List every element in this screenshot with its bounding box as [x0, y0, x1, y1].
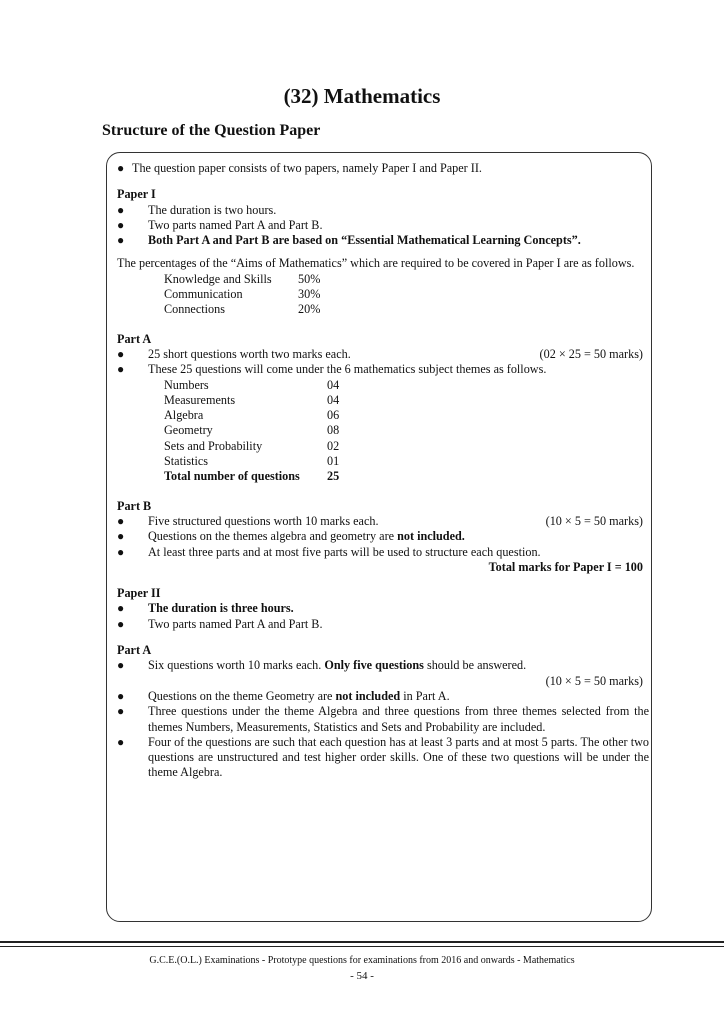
theme-label: Statistics — [164, 454, 209, 469]
list-item — [117, 735, 649, 781]
part-a-heading: Part A — [117, 331, 152, 346]
table-row — [164, 302, 320, 317]
section-title: Structure of the Question Paper — [102, 122, 321, 139]
aims-text: The percentages of the “Aims of Mathematics” which are required to be covered in Paper I are as follows. — [117, 256, 635, 271]
aim-label: Communication — [164, 287, 243, 302]
bullet-icon: ● — [117, 217, 125, 232]
table-row — [164, 439, 339, 454]
bullet-icon: ● — [117, 233, 125, 248]
bullet-icon: ● — [117, 202, 125, 217]
list-item-text: Four of the questions are such that each question has at least 3 parts and at most 5 parts. The other two questions are unstructured and test higher order skills. One of these two questions will be under the theme Algebra. — [148, 734, 649, 780]
list-item — [117, 347, 649, 362]
total-value: 25 — [327, 469, 340, 484]
list-item-text: These 25 questions will come under the 6 mathematics subject themes as follows. — [148, 362, 547, 377]
list-item — [117, 658, 649, 673]
theme-value: 06 — [327, 408, 340, 423]
total-label: Total number of questions — [164, 469, 300, 484]
list-item-text: Questions on the theme Geometry are — [148, 688, 336, 703]
theme-label: Sets and Probability — [164, 438, 263, 453]
list-item-text: Questions on the themes algebra and geometry are — [148, 529, 398, 544]
marks-text: (10 × 5 = 50 marks) — [545, 673, 643, 688]
list-item — [117, 233, 649, 248]
aim-label: Knowledge and Skills — [164, 271, 272, 286]
footer-text: G.C.E.(O.L.) Examinations - Prototype questions for examinations from 2016 and onwards - Mathematics — [149, 955, 575, 966]
marks-text: (02 × 25 = 50 marks) — [539, 346, 643, 361]
list-item — [117, 514, 649, 529]
paper1-total-marks: Total marks for Paper I = 100 — [488, 559, 643, 574]
page-number: - 54 - — [350, 970, 374, 982]
list-item-text: Three questions under the theme Algebra and three questions from three themes selected from the themes Numbers, Measurements, Statistics and Sets and Probability are included. — [148, 704, 649, 734]
bullet-icon: ● — [117, 688, 125, 703]
list-item-text: in Part A. — [400, 688, 450, 703]
intro-text: The question paper consists of two papers, namely Paper I and Paper II. — [132, 161, 482, 175]
intro-item — [117, 161, 649, 176]
page-title: (32) Mathematics — [283, 84, 441, 108]
list-item — [117, 218, 649, 233]
theme-value: 01 — [327, 454, 340, 469]
list-item — [117, 362, 649, 377]
list-item-text: The duration is three hours. — [148, 601, 294, 616]
table-row — [164, 408, 339, 423]
emphasis-text: Only five questions — [324, 658, 424, 673]
table-row — [164, 454, 339, 469]
part-b-heading: Part B — [117, 498, 152, 513]
aims-table — [164, 272, 320, 318]
table-row — [164, 378, 339, 393]
emphasis-text: not included. — [397, 529, 465, 544]
table-row — [164, 423, 339, 438]
aim-value: 50% — [298, 271, 321, 286]
theme-value: 04 — [327, 377, 340, 392]
marks-text: (10 × 5 = 50 marks) — [545, 513, 643, 528]
list-item-text: should be answered. — [423, 658, 527, 673]
paper1-heading: Paper I — [117, 187, 156, 202]
bullet-icon: ● — [117, 616, 125, 631]
aim-label: Connections — [164, 302, 225, 317]
themes-table — [164, 378, 339, 485]
bullet-icon: ● — [117, 658, 125, 673]
aim-value: 20% — [298, 302, 321, 317]
table-row — [164, 393, 339, 408]
footer-rule — [0, 946, 724, 947]
bullet-icon: ● — [117, 734, 125, 749]
theme-value: 08 — [327, 423, 340, 438]
theme-label: Algebra — [164, 408, 204, 423]
list-item — [117, 704, 649, 735]
list-item-text: Five structured questions worth 10 marks each. — [148, 513, 379, 528]
bullet-icon: ● — [117, 529, 125, 544]
emphasis-text: not included — [335, 688, 401, 703]
table-row — [164, 272, 320, 287]
bullet-icon: ● — [117, 161, 125, 175]
content — [117, 161, 649, 781]
footer-rule — [0, 941, 724, 943]
part-a-heading: Part A — [117, 643, 152, 658]
list-item — [117, 529, 649, 544]
list-item — [117, 601, 649, 616]
list-item-text: Two parts named Part A and Part B. — [148, 616, 323, 631]
theme-value: 04 — [327, 392, 340, 407]
theme-label: Numbers — [164, 377, 209, 392]
theme-label: Measurements — [164, 392, 236, 407]
paper2-heading: Paper II — [117, 586, 161, 601]
list-item-text: 25 short questions worth two marks each. — [148, 346, 351, 361]
theme-label: Geometry — [164, 423, 213, 438]
bullet-icon: ● — [117, 544, 125, 559]
list-item-text: Both Part A and Part B are based on “Essential Mathematical Learning Concepts”. — [148, 233, 581, 248]
bullet-icon: ● — [117, 704, 125, 719]
theme-value: 02 — [327, 438, 340, 453]
list-item-text: The duration is two hours. — [148, 202, 277, 217]
table-row — [164, 469, 339, 484]
list-item — [117, 617, 649, 632]
list-item-text: Six questions worth 10 marks each. — [148, 658, 325, 673]
list-item-text: At least three parts and at most five parts will be used to structure each question. — [148, 544, 541, 559]
bullet-icon: ● — [117, 362, 125, 377]
aim-value: 30% — [298, 287, 321, 302]
list-item — [117, 203, 649, 218]
bullet-icon: ● — [117, 346, 125, 361]
list-item-text: Two parts named Part A and Part B. — [148, 217, 323, 232]
table-row — [164, 287, 320, 302]
list-item — [117, 689, 649, 704]
bullet-icon: ● — [117, 513, 125, 528]
list-item — [117, 545, 649, 560]
bullet-icon: ● — [117, 601, 125, 616]
